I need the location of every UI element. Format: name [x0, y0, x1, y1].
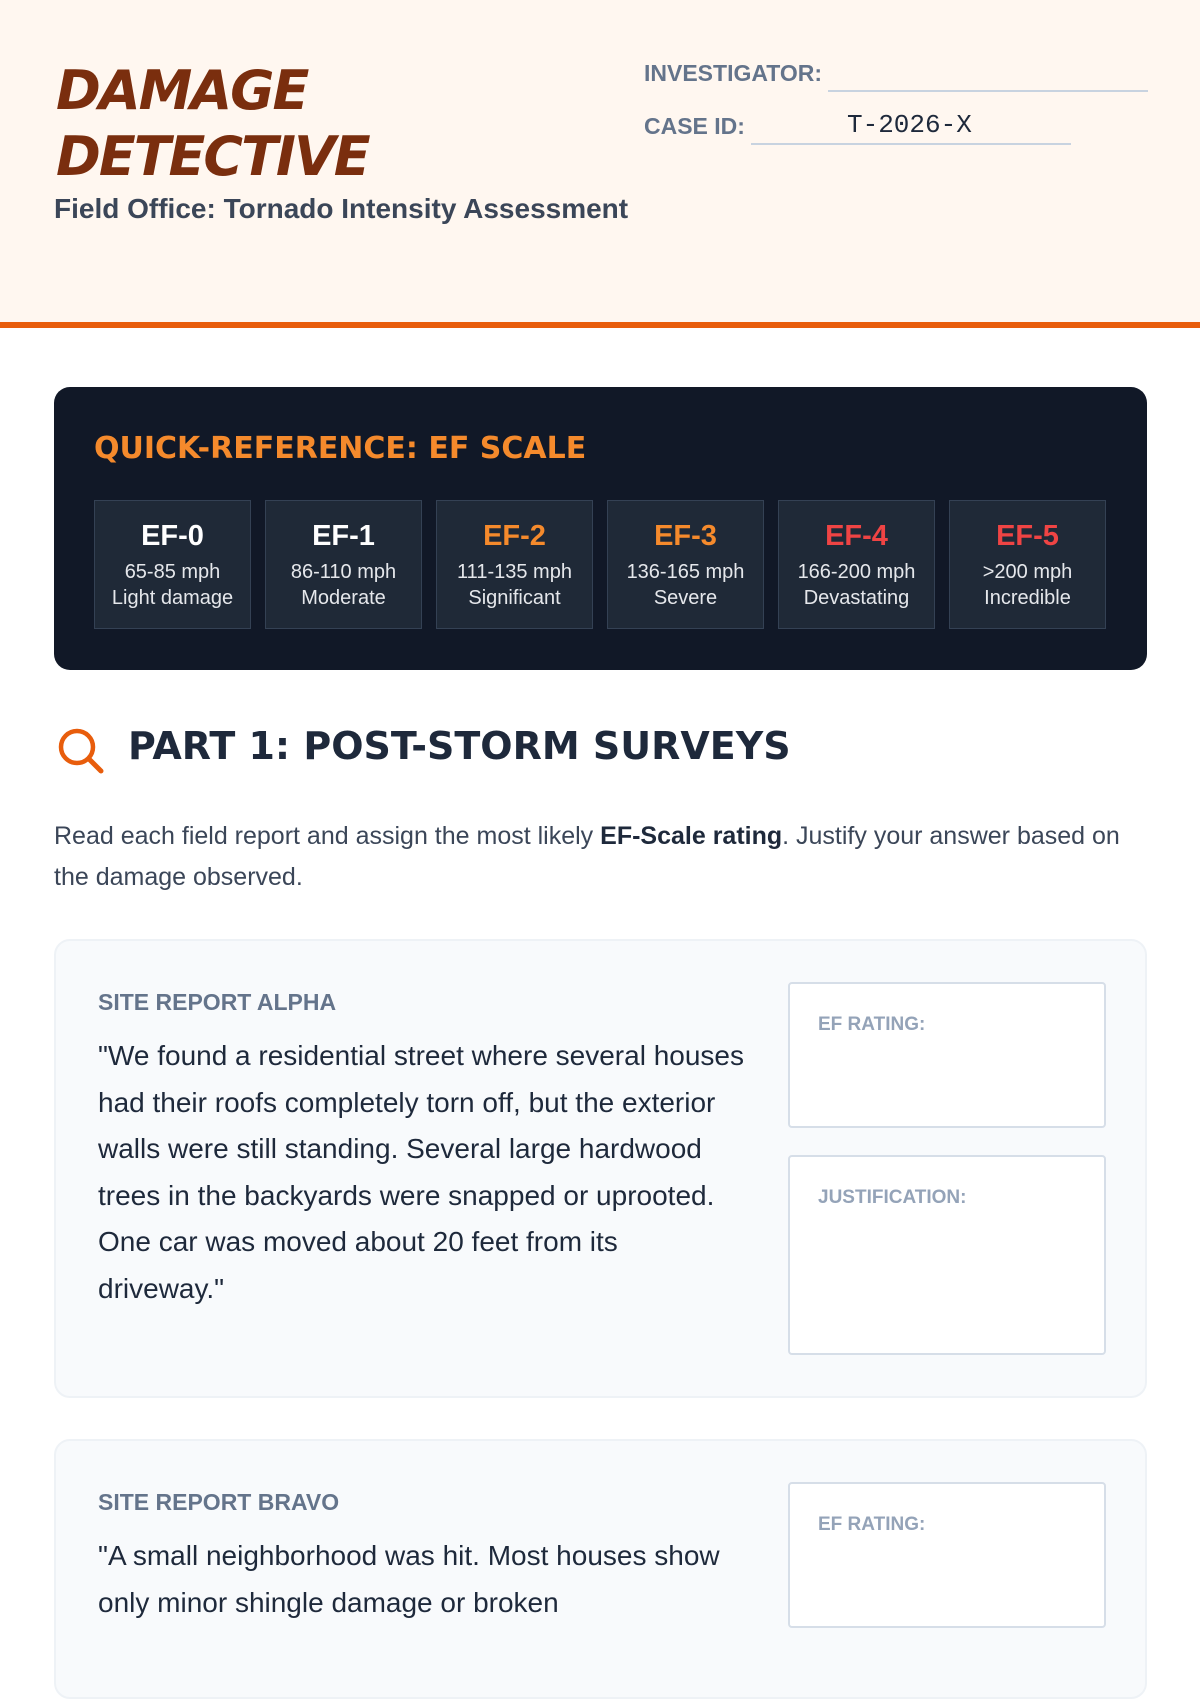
ef-level-3: [607, 500, 764, 629]
ef-level-name: EF-3: [654, 520, 717, 552]
ef-rating-label: EF RATING:: [818, 1514, 926, 1535]
search-icon: [56, 726, 106, 776]
ef-level-4: [778, 500, 935, 629]
case-id-value: T-2026-X: [847, 110, 972, 140]
ef-level-name: EF-1: [312, 520, 375, 552]
reference-title: QUICK-REFERENCE: EF SCALE: [94, 431, 587, 466]
part-1-title: PART 1: POST-STORM SURVEYS: [128, 724, 791, 768]
report-text: "We found a residential street where several houses had their roofs completely torn off, but the exterior walls were still standing. Several large hardwood trees in the backyards were snapped or uprooted. One car was moved about 20 feet from its driveway.": [98, 1040, 744, 1304]
ef-level-speed: 65-85 mph: [124, 561, 221, 583]
ef-level-description: Incredible: [984, 587, 1071, 609]
ef-level-0: [94, 500, 251, 629]
ef-scale-reference: [54, 387, 1147, 670]
ef-level-speed: 166-200 mph: [797, 561, 916, 583]
ef-level-description: Devastating: [803, 587, 910, 609]
instructions-emphasis: EF-Scale rating: [600, 822, 783, 850]
header: [0, 0, 1200, 328]
ef-rating-label: EF RATING:: [818, 1014, 926, 1035]
page-subtitle: Field Office: Tornado Intensity Assessment: [54, 193, 629, 224]
ef-rating-input[interactable]: [788, 982, 1106, 1128]
ef-rating-input[interactable]: [788, 1482, 1106, 1628]
justification-input[interactable]: [788, 1155, 1106, 1355]
ef-level-description: Significant: [468, 587, 561, 609]
instructions-text-end: . Justify your answer based on the damage observed.: [54, 822, 1120, 891]
investigator-field[interactable]: [828, 90, 1148, 92]
ef-level-description: Severe: [653, 587, 718, 609]
ef-level-2: [436, 500, 593, 629]
justification-label: JUSTIFICATION:: [818, 1187, 967, 1208]
ef-level-1: [265, 500, 422, 629]
ef-level-speed: >200 mph: [982, 561, 1073, 583]
ef-level-name: EF-0: [141, 520, 204, 552]
case-id-field[interactable]: [751, 143, 1071, 145]
case-id-label: CASE ID:: [644, 113, 745, 139]
part-1-instructions: [54, 816, 1154, 898]
ef-level-description: Moderate: [301, 587, 386, 609]
ef-level-5: [949, 500, 1106, 629]
ef-level-speed: 86-110 mph: [290, 561, 397, 583]
ef-level-name: EF-5: [996, 520, 1059, 552]
investigator-label: INVESTIGATOR:: [644, 60, 823, 86]
ef-level-name: EF-2: [483, 520, 546, 552]
site-report-alpha: [54, 939, 1147, 1398]
report-label: SITE REPORT ALPHA: [98, 989, 337, 1015]
ef-level-speed: 136-165 mph: [626, 561, 745, 583]
ef-level-description: Light damage: [111, 587, 234, 609]
ef-level-speed: 111-135 mph: [457, 561, 572, 583]
report-text: "A small neighborhood was hit. Most houses show only minor shingle damage or broken: [98, 1540, 720, 1618]
ef-level-name: EF-4: [825, 520, 888, 552]
report-label: SITE REPORT BRAVO: [98, 1489, 340, 1515]
page-title: DAMAGE DETECTIVE: [56, 59, 369, 188]
instructions-text: Read each field report and assign the most likely: [54, 822, 601, 850]
site-report-bravo: [54, 1439, 1147, 1699]
